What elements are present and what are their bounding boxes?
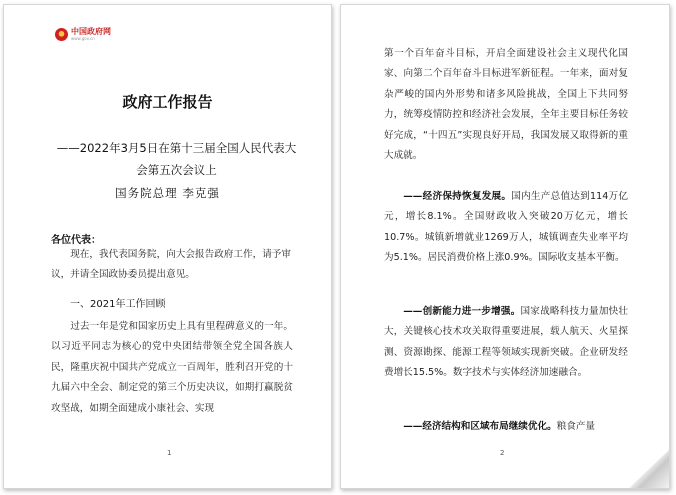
structure-text: 粮食产量 xyxy=(556,421,596,432)
document-page-2 xyxy=(340,4,670,489)
document-author: 国务院总理 李克强 xyxy=(115,186,220,200)
document-title: 政府工作报告 xyxy=(122,93,213,111)
economy-paragraph xyxy=(384,187,628,269)
logo-name: 中国政府网 xyxy=(71,27,111,36)
paragraph-continuation: 第一个百年奋斗目标，开启全面建设社会主义现代化国家、向第二个百年奋斗目标进军新征程。一年来，面对复杂严峻的国内外形势和诸多风险挑战，全国上下共同努力，统筹疫情防控和经济社会发展，全年主要目标任务较好完成，“十四五”实现良好开局，我国发展又取得新的重大成就。 xyxy=(384,48,628,162)
intro-paragraph: 现在，我代表国务院，向大会报告政府工作，请予审议，并请全国政协委员提出意见。 xyxy=(51,249,291,281)
gov-logo xyxy=(55,27,111,41)
page-number: 1 xyxy=(167,449,172,457)
economy-lead: ——经济保持恢复发展。 xyxy=(403,191,512,202)
page-curl xyxy=(629,450,669,488)
national-emblem-icon xyxy=(55,28,68,41)
page-number: 2 xyxy=(500,449,505,457)
logo-url: www.gov.cn xyxy=(71,36,95,41)
structure-lead: ——经济结构和区域布局继续优化。 xyxy=(403,421,557,432)
innovation-lead: ——创新能力进一步增强。 xyxy=(403,306,521,317)
innovation-text: 国家战略科技力量加快壮大，关键核心技术攻关取得重要进展，载人航天、火星探测、资源勘探、能源工程等领域实现新突破。企业研发经费增长15.5%。数字技术与实体经济加速融合。 xyxy=(384,306,629,379)
section-heading: 一、2021年工作回顾 xyxy=(70,299,166,310)
document-subtitle: ——2022年3月5日在第十三届全国人民代表大会第五次会议上 xyxy=(56,141,297,177)
document-page-1 xyxy=(3,4,332,489)
salutation: 各位代表： xyxy=(51,235,101,246)
innovation-paragraph xyxy=(384,302,628,384)
structure-paragraph xyxy=(384,417,628,437)
review-paragraph: 过去一年是党和国家历史上具有里程碑意义的一年。以习近平同志为核心的党中央团结带领全党全国各族人民，隆重庆祝中国共产党成立一百周年，胜利召开党的十九届六中全会、制定党的第三个历史决议，如期打赢脱贫攻坚战，如期全面建成小康社会、实现 xyxy=(51,321,293,414)
economy-text: 国内生产总值达到114万亿元，增长8.1%。全国财政收入突破20万亿元，增长10.7%。城镇新增就业1269万人，城镇调查失业率平均为5.1%。居民消费价格上涨0.9%。国际收支基本平衡。 xyxy=(384,191,628,264)
